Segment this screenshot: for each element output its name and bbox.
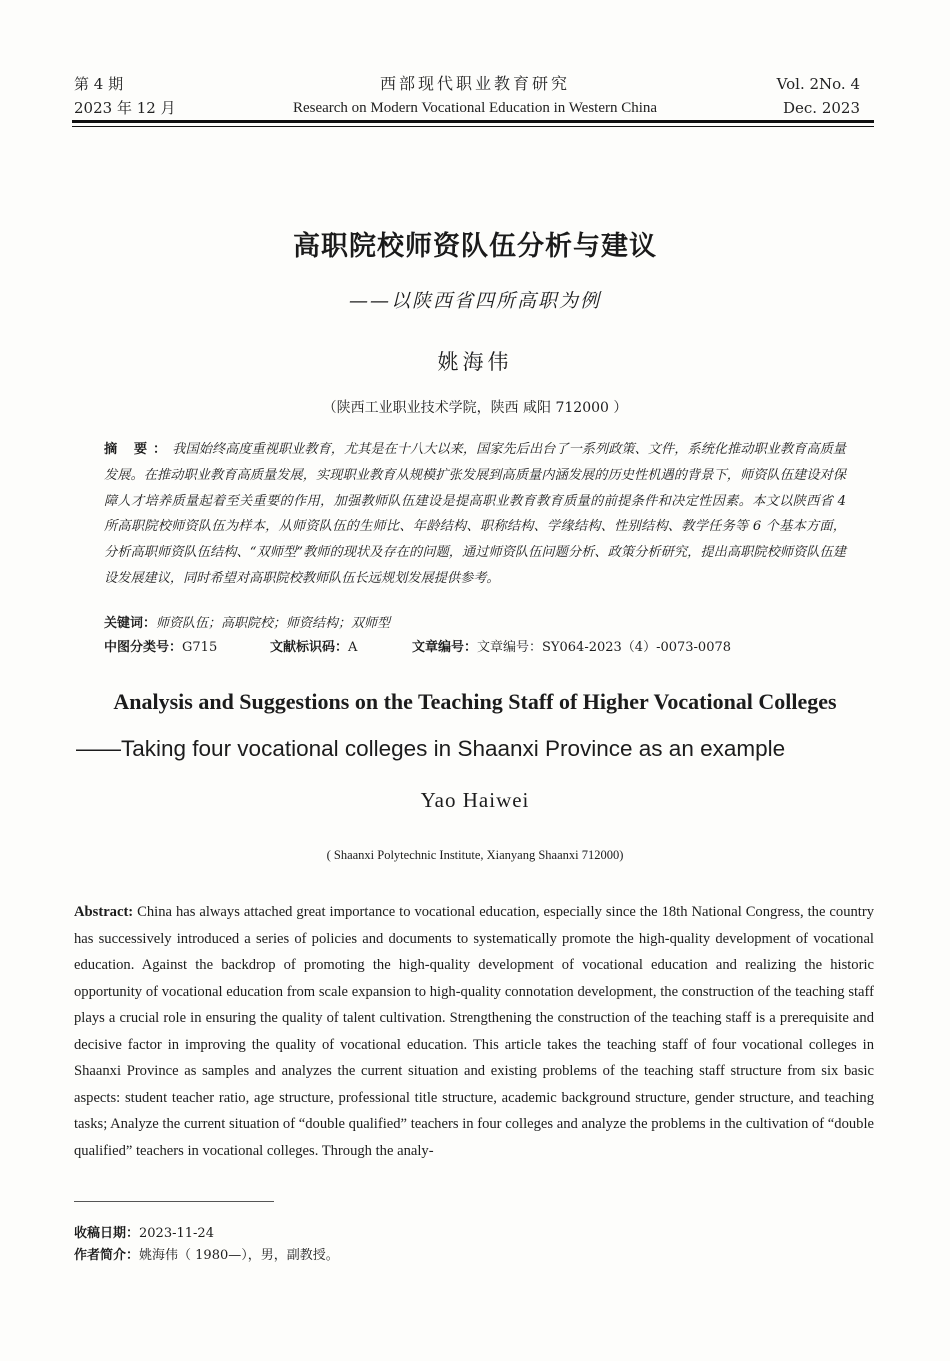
issue-date-en: Dec. 2023 — [782, 99, 860, 117]
abstract-en — [74, 899, 874, 1164]
abstract-zh — [104, 437, 846, 592]
paper-subtitle-en: ——Taking four vocational colleges in Shaanxi Province as an example — [76, 736, 786, 761]
affiliation-zh: （陕西工业职业技术学院，陕西 咸阳 712000 ） — [322, 400, 628, 416]
clc-value: G715 — [182, 640, 218, 655]
abstract-zh-label: 摘 要： — [104, 442, 173, 457]
received-date: 2023-11-24 — [139, 1226, 214, 1241]
running-header-right — [777, 72, 860, 120]
author-bio: 姚海伟（ 1980—），男，副教授。 — [139, 1248, 339, 1263]
article-number-value: 文章编号：SY064-2023（4）-0073-0078 — [477, 640, 732, 655]
classification-line — [104, 636, 731, 655]
paper-subtitle-zh: ——以陕西省四所高职为例 — [348, 290, 601, 312]
footnote-author — [74, 1244, 339, 1263]
article-number-label: 文章编号： — [412, 640, 478, 655]
clc-label: 中图分类号： — [104, 640, 183, 655]
doc-code-value: A — [348, 640, 358, 655]
footnote-rule — [74, 1201, 274, 1202]
journal-name-en: Research on Modern Vocational Education in Western China — [292, 100, 658, 116]
author-name-zh: 姚海伟 — [437, 350, 513, 374]
abstract-zh-text: 我国始终高度重视职业教育，尤其是在十八大以来，国家先后出台了一系列政策、文件，系统化推动职业教育高质量发展。在推动职业教育高质量发展，实现职业教育从规模扩张发展到高质量内涵发展的历史性机遇的背景下，师资队伍建设对保障人才培养质量起着至关重要的作用，加强教师队伍建设是提高职业教育教育质量的前提条件和决定性因素。本文以陕西省 4 所高职院校师资队伍为样本，从师资队伍的生师比、年龄结构、职称结构、学缘结构、性别结构、教学任务等 6 个基本方面，分析高职师资队伍结构、“双师型”教师的现状及存在的问题，通过师资队伍问题分析、政策分析研究，提出高职院校师资队伍建设发展建议，同时希望对高职院校教师队伍长远规划发展提供参考。 — [104, 442, 846, 586]
keywords-label: 关键词： — [104, 616, 157, 631]
issue-date-zh: 2023 年 12 月 — [74, 99, 176, 117]
author-bio-label: 作者简介： — [74, 1248, 140, 1263]
journal-name-zh: 西部现代职业教育研究 — [379, 74, 570, 93]
volume-number: Vol. 2No. 4 — [776, 75, 860, 93]
footnote-received — [74, 1222, 214, 1241]
keywords-line — [104, 612, 390, 631]
paper-title-zh: 高职院校师资队伍分析与建议 — [293, 231, 657, 262]
abstract-en-label: Abstract: — [74, 904, 134, 920]
header-rule-thick — [72, 120, 874, 123]
abstract-en-text: China has always attached great importance to vocational education, especially since the 18th National Congress, the country has successively introduced a series of policies and documents to systematically promote the high-quality development of vocational education. Against the backdrop of promoting the high-quality development of vocational education and realizing the historic opportunity of vocational education from scale expansion to high-quality connotation development, the construction of the teaching staff plays a crucial role in ensuring the quality of talent cultivation. Strengthening the construction of the teaching staff is a prerequisite and decisive factor in improving the quality of vocational education. This article takes the teaching staff of four vocational colleges in Shaanxi Province as samples and analyzes the current situation and existing problems of the teaching staff structure from six basic aspects: student teacher ratio, age structure, professional title structure, academic background structure, gender structure, and teaching tasks; Analyze the current situation of “double qualified” teachers in four colleges and analyze the problems in the cultivation of “double qualified” teachers in vocational colleges. Through the analy- — [74, 904, 874, 1159]
issue-number: 第 4 期 — [74, 75, 124, 93]
header-rule-thin — [72, 126, 874, 127]
affiliation-en: ( Shaanxi Polytechnic Institute, Xianyang Shaanxi 712000) — [326, 848, 624, 862]
keywords-text: 师资队伍；高职院校；师资结构；双师型 — [156, 616, 391, 631]
author-name-en: Yao Haiwei — [420, 788, 530, 812]
paper-title-en: Analysis and Suggestions on the Teaching Staff of Higher Vocational Colleges — [113, 689, 837, 714]
doc-code-label: 文献标识码： — [270, 640, 349, 655]
received-label: 收稿日期： — [74, 1226, 140, 1241]
